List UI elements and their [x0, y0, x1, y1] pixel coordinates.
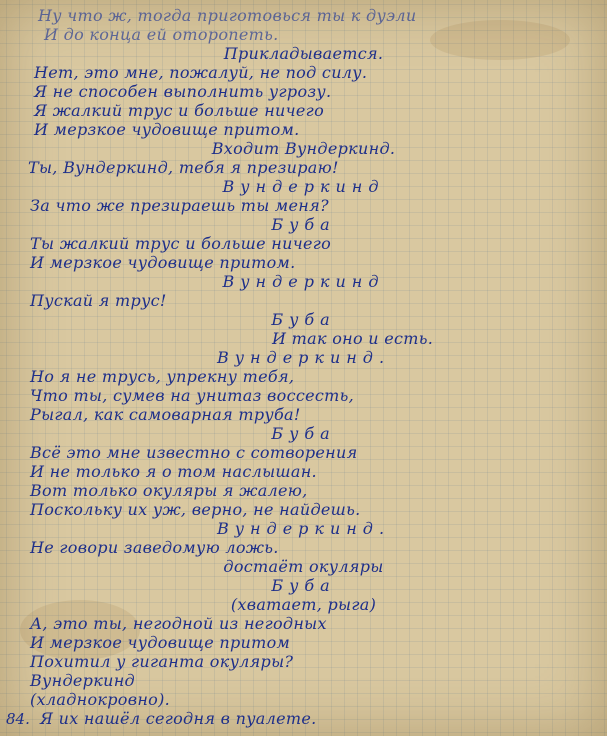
text-line: Вот только окуляры я жалею, [30, 481, 308, 500]
speaker-name: Буба [271, 215, 336, 234]
text-line: Нет, это мне, пожалуй, не под силу. [34, 63, 368, 82]
text-line: Я жалкий трус и больше ничего [34, 101, 324, 120]
speaker-name: Вундеркинд [30, 671, 135, 690]
speaker-name: Вундеркинд. [216, 348, 391, 367]
text-line: Поскольку их уж, верно, не найдешь. [30, 500, 361, 519]
text-line: Пускай я трус! [30, 291, 167, 310]
stage-direction: (хватает, рыга) [230, 595, 377, 614]
stage-direction: Прикладывается. [223, 44, 384, 63]
text-line: Всё это мне известно с сотворения [30, 443, 358, 462]
text-line: Рыгал, как самоварная труба! [30, 405, 301, 424]
speaker-name: Буба [271, 424, 336, 443]
text-line: Похитил у гиганта окуляры? [30, 652, 294, 671]
text-line: Я их нашёл сегодня в пуалете. [40, 709, 317, 728]
text-line: И до конца ей оторопеть. [44, 25, 279, 44]
text-line: За что же презираешь ты меня? [30, 196, 329, 215]
speaker-name: Вундеркинд [222, 272, 385, 291]
text-line: Не говори заведомую ложь. [30, 538, 279, 557]
stage-direction: достаёт окуляры [223, 557, 384, 576]
text-line: И не только я о том наслышан. [30, 462, 317, 481]
speaker-name: Буба [271, 310, 336, 329]
speaker-name: Буба [271, 576, 336, 595]
page-number: 84. [6, 710, 30, 728]
text-line: Ты жалкий трус и больше ничего [30, 234, 332, 253]
text-line: Ты, Вундеркинд, тебя я презираю! [28, 158, 339, 177]
text-line: И мерзкое чудовище притом [30, 633, 291, 652]
speaker-name: Вундеркинд. [216, 519, 391, 538]
speaker-name: Вундеркинд [222, 177, 385, 196]
stage-direction: (хладнокровно). [30, 690, 171, 709]
text-line: Что ты, сумев на унитаз воссесть, [30, 386, 354, 405]
text-line: И так оно и есть. [272, 329, 434, 348]
text-line: Ну что ж, тогда приготовься ты к дуэли [38, 6, 417, 25]
text-line: И мерзкое чудовище притом. [30, 253, 296, 272]
text-line: А, это ты, негодной из негодных [30, 614, 327, 633]
text-line: Я не способен выполнить угрозу. [34, 82, 332, 101]
text-line: Но я не трусь, упрекну тебя, [30, 367, 295, 386]
text-line: И мерзкое чудовище притом. [34, 120, 300, 139]
stage-direction: Входит Вундеркинд. [211, 139, 396, 158]
